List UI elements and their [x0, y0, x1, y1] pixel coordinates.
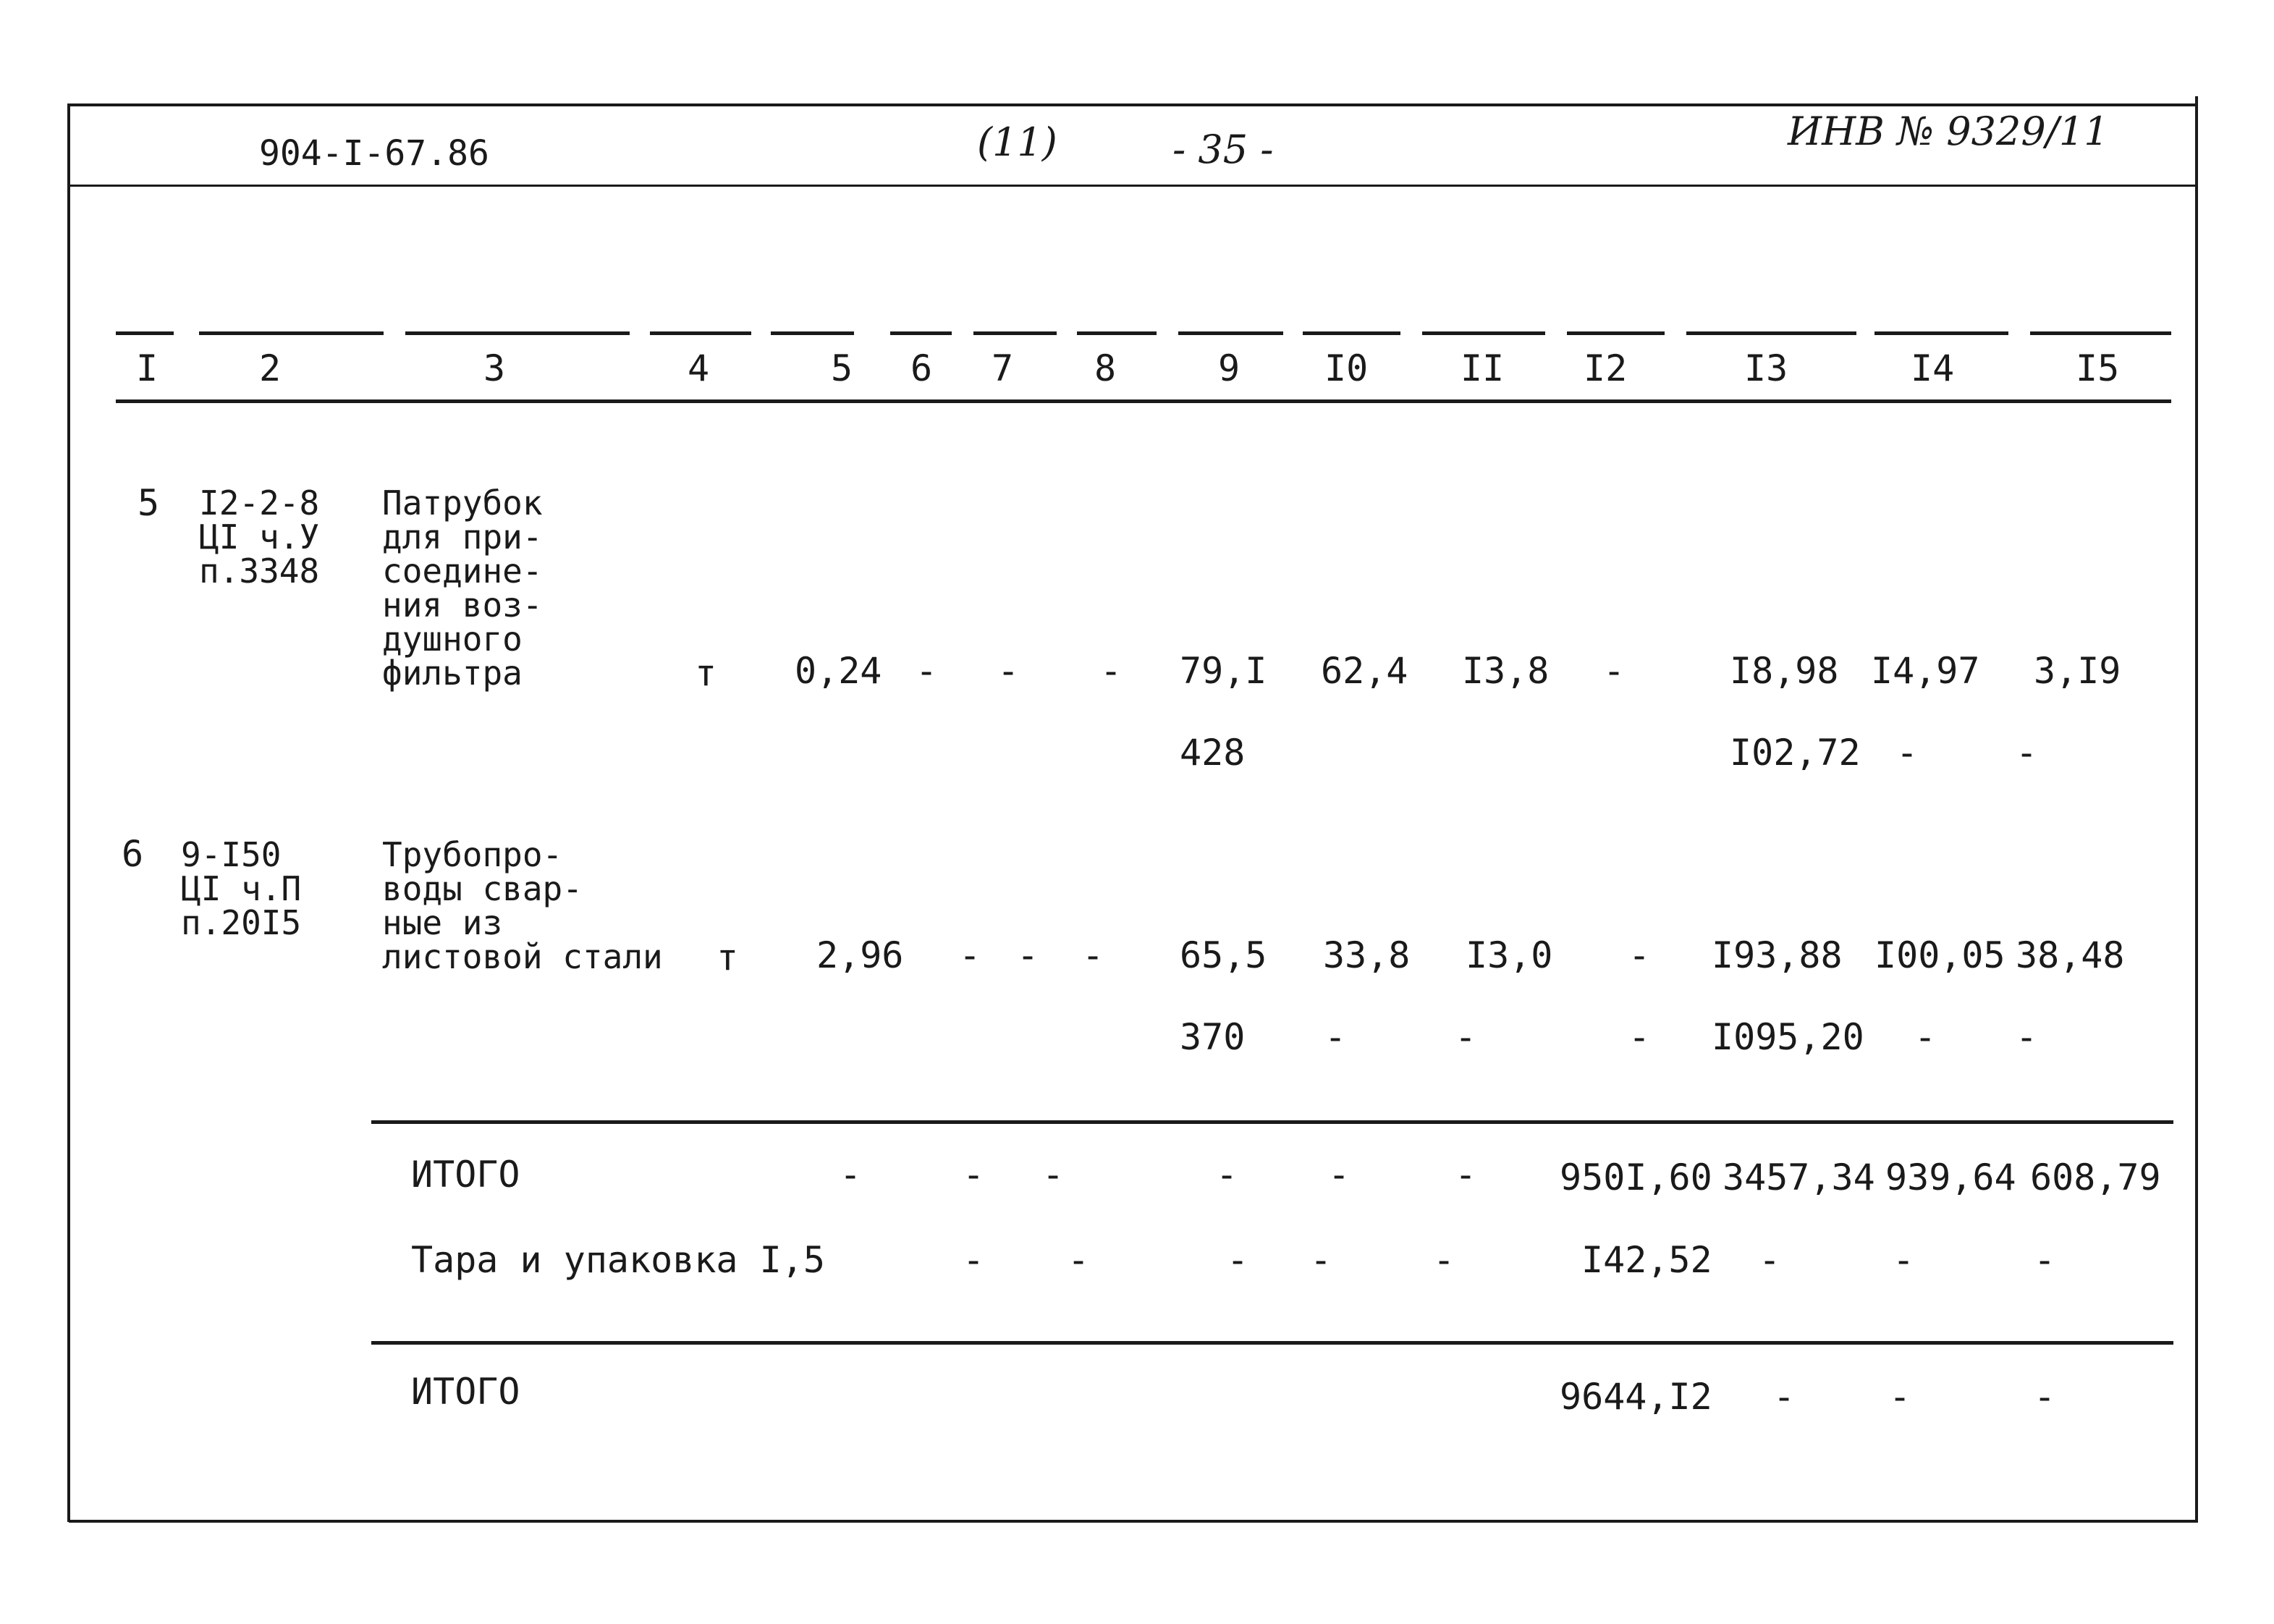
dash-cell: - [1227, 1239, 1249, 1281]
dash-cell: - [1216, 1154, 1238, 1196]
dash-cell: - [1068, 1239, 1090, 1281]
itogo2-c13: - [1773, 1376, 1796, 1418]
row-name: Патрубок для при- соедине- ния воз- душного фильтра [382, 483, 543, 693]
column-header: I [136, 347, 158, 389]
column-header: I5 [2076, 347, 2120, 389]
dash-cell: - [963, 1239, 985, 1281]
itogo-c13: 3457,34 [1723, 1156, 1875, 1198]
dash-cell: - [1433, 1239, 1455, 1281]
tara-label: Тара и упаковка I,5 [411, 1239, 825, 1281]
row-sub-c10: - [1324, 1016, 1347, 1058]
column-header-bottom-rule [116, 399, 2171, 403]
dash-cell: - [1328, 1154, 1351, 1196]
row-qty: 2,96 [816, 934, 904, 976]
dash-cell: - [1310, 1239, 1332, 1281]
row-sub-c11: - [1455, 1016, 1477, 1058]
row-c13: I93,88 [1712, 934, 1843, 976]
dash-cell: - [963, 1154, 985, 1196]
itogo2-label: ИТОГО [411, 1371, 520, 1413]
tara-c14: - [1893, 1239, 1915, 1281]
row-sub-c9: 428 [1180, 732, 1246, 774]
row-unit: т [717, 936, 739, 978]
page-number: - 35 - [1172, 127, 1274, 172]
row-code: I2-2-8 ЦI ч.У п.3348 [199, 483, 320, 591]
row-c11: I3,0 [1466, 934, 1553, 976]
row-c6: - [959, 934, 981, 976]
sheet-ref: (11) [977, 119, 1057, 165]
row-number: 6 [122, 833, 144, 875]
column-header: I2 [1584, 347, 1628, 389]
row-c6: - [916, 650, 938, 692]
column-header: 5 [831, 347, 853, 389]
frame-bottom [69, 1520, 2198, 1523]
row-sub-c13: I095,20 [1712, 1016, 1864, 1058]
tara-c15: - [2034, 1239, 2056, 1281]
row-number: 5 [138, 482, 160, 524]
inventory-number: ИНВ № 9329/11 [1788, 109, 2109, 154]
column-header: 4 [688, 347, 710, 389]
doc-code: 904-I-67.86 [259, 133, 489, 174]
row-sub-c9: 370 [1180, 1016, 1246, 1058]
row-sub-c13: I02,72 [1730, 732, 1861, 774]
row-c15: 38,48 [2016, 934, 2125, 976]
row-qty: 0,24 [795, 650, 882, 692]
itogo-c14: 939,64 [1885, 1156, 2016, 1198]
row-c9: 65,5 [1180, 934, 1267, 976]
row-c14: I00,05 [1874, 934, 2005, 976]
row-name: Трубопро- воды свар- ные из листовой стали [382, 835, 663, 976]
column-header: 6 [910, 347, 933, 389]
tara-c13: - [1759, 1239, 1781, 1281]
itogo2-c14: - [1889, 1376, 1911, 1418]
totals-top-rule [371, 1120, 2173, 1124]
row-code: 9-I50 ЦI ч.П п.20I5 [181, 835, 302, 942]
row-sub-c15: - [2016, 732, 2038, 774]
itogo-c15: 608,79 [2030, 1156, 2161, 1198]
row-c9: 79,I [1180, 650, 1267, 692]
column-header: 9 [1218, 347, 1240, 389]
column-header: 2 [259, 347, 282, 389]
dash-cell: - [840, 1154, 862, 1196]
frame-right [2195, 96, 2198, 1522]
row-sub-c14: - [1896, 732, 1919, 774]
row-c14: I4,97 [1871, 650, 1980, 692]
row-c7: - [997, 650, 1020, 692]
frame-left [67, 103, 70, 1522]
row-sub-c12: - [1628, 1016, 1651, 1058]
row-c11: I3,8 [1462, 650, 1550, 692]
row-c10: 33,8 [1323, 934, 1411, 976]
itogo2-c15: - [2034, 1376, 2056, 1418]
row-c8: - [1082, 934, 1104, 976]
column-header: 7 [992, 347, 1014, 389]
itogo2-c12: 9644,I2 [1560, 1376, 1712, 1418]
row-c12: - [1628, 934, 1651, 976]
row-c10: 62,4 [1321, 650, 1408, 692]
tara-c12: I42,52 [1581, 1239, 1712, 1281]
row-sub-c14: - [1914, 1016, 1937, 1058]
row-c7: - [1017, 934, 1039, 976]
row-sub-c15: - [2016, 1016, 2038, 1058]
dash-cell: - [1042, 1154, 1065, 1196]
column-header: II [1461, 347, 1505, 389]
row-c15: 3,I9 [2034, 650, 2121, 692]
itogo-c12: 950I,60 [1560, 1156, 1712, 1198]
totals-second-rule [371, 1341, 2173, 1345]
row-c12: - [1603, 650, 1626, 692]
dash-cell: - [1455, 1154, 1477, 1196]
column-header: I3 [1744, 347, 1788, 389]
itogo-label: ИТОГО [411, 1154, 520, 1196]
row-unit: т [695, 652, 717, 694]
row-c8: - [1100, 650, 1123, 692]
column-header: 3 [483, 347, 506, 389]
header-rule [69, 185, 2197, 187]
frame-top [69, 103, 2197, 106]
column-header: 8 [1094, 347, 1117, 389]
row-c13: I8,98 [1730, 650, 1839, 692]
column-header: I0 [1324, 347, 1369, 389]
column-header: I4 [1911, 347, 1955, 389]
